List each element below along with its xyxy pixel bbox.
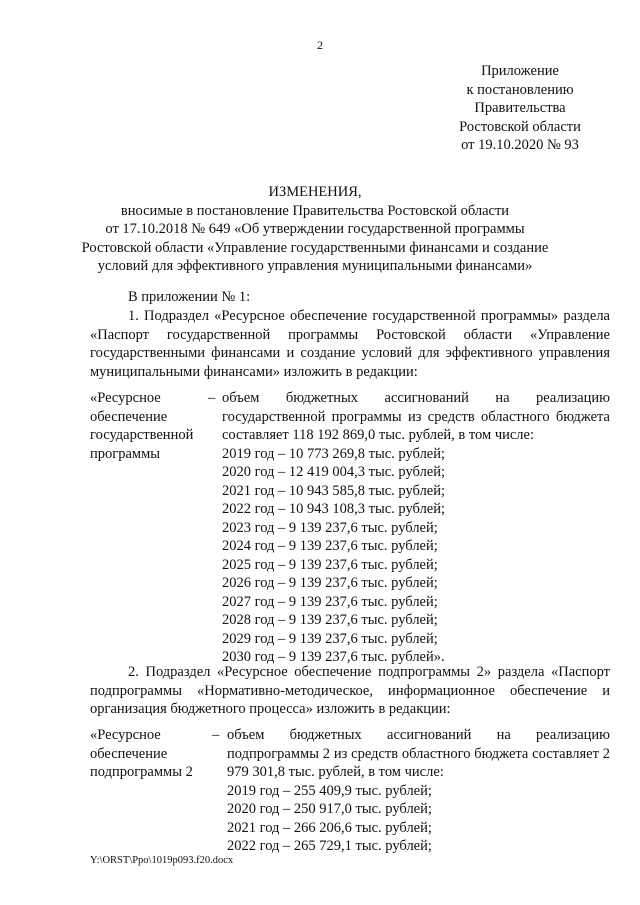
dash-separator: –	[212, 727, 220, 743]
year-amount: 2026 год – 9 139 237,6 тыс. рублей;	[222, 575, 438, 591]
year-amount: 2027 год – 9 139 237,6 тыс. рублей;	[222, 593, 438, 610]
resource-label-2	[90, 726, 210, 782]
resource-description: объем бюджетных ассигнований на реализацию подпрограммы 2 из средств областного бюджета составляет 2 979 301,8 тыс. рублей, в том числе:	[227, 727, 610, 780]
year-amount: 2024 год – 9 139 237,6 тыс. рублей;	[222, 538, 438, 554]
year-amount: 2021 год – 266 206,6 тыс. рублей;	[227, 819, 432, 836]
title-line: от 17.10.2018 № 649 «Об утверждении государственной программы	[105, 221, 525, 237]
appendix-line: Правительства	[474, 100, 566, 116]
year-amount: 2030 год – 9 139 237,6 тыс. рублей».	[222, 649, 445, 665]
year-amount: 2023 год – 9 139 237,6 тыс. рублей;	[222, 519, 438, 536]
label-line: обеспечение	[90, 745, 168, 762]
label-line: программы	[90, 445, 160, 462]
year-amount: 2020 год – 250 917,0 тыс. рублей;	[227, 801, 432, 817]
year-amount: 2021 год – 10 943 585,8 тыс. рублей;	[222, 482, 446, 499]
year-amount: 2020 год – 12 419 004,3 тыс. рублей;	[222, 464, 446, 480]
resource-table-2	[90, 726, 610, 854]
resource-table-1	[90, 389, 610, 665]
title-line: Ростовской области «Управление государственными финансами и создание	[81, 239, 549, 256]
year-amount: 2019 год – 255 409,9 тыс. рублей;	[227, 782, 432, 799]
title-heading: ИЗМЕНЕНИЯ,	[268, 184, 362, 200]
appendix-line: Приложение	[481, 63, 559, 79]
year-amount: 2022 год – 265 729,1 тыс. рублей;	[227, 838, 432, 854]
resource-label-1	[90, 389, 210, 463]
year-amount: 2019 год – 10 773 269,8 тыс. рублей;	[222, 445, 446, 462]
dash-separator: –	[208, 390, 216, 406]
appendix-block	[440, 62, 600, 155]
label-line: «Ресурсное	[90, 727, 161, 743]
document-title	[80, 183, 550, 276]
label-line: государственной	[90, 427, 194, 443]
title-line: вносимые в постановление Правительства Ростовской области	[120, 202, 510, 219]
appendix-line: Ростовской области	[459, 118, 581, 135]
item-2-paragraph: 2. Подраздел «Ресурсное обеспечение подпрограммы 2» раздела «Паспорт подпрограммы «Нормативно-методическое, информационное обеспечение и организация бюджетного процесса» изложить в редакции:	[90, 664, 610, 717]
resource-content-2	[227, 726, 610, 856]
page-number: 2	[317, 38, 323, 52]
resource-content-1	[222, 389, 610, 667]
appendix-line: к постановлению	[466, 81, 574, 98]
resource-description: объем бюджетных ассигнований на реализацию государственной программы из средств областного бюджета составляет 118 192 869,0 тыс. рублей, в том числе:	[222, 390, 610, 443]
intro-paragraph: В приложении № 1:	[128, 289, 251, 305]
label-line: «Ресурсное	[90, 390, 161, 406]
label-line: обеспечение	[90, 408, 168, 425]
title-line: условий для эффективного управления муниципальными финансами»	[97, 258, 533, 274]
year-amount: 2028 год – 9 139 237,6 тыс. рублей;	[222, 612, 438, 628]
file-path-footer: Y:\ORST\Ppo\1019p093.f20.docx	[90, 855, 234, 866]
year-amount: 2022 год – 10 943 108,3 тыс. рублей;	[222, 501, 446, 517]
item-1-paragraph: 1. Подраздел «Ресурсное обеспечение государственной программы» раздела «Паспорт государственной программы Ростовской области «Управление государственными финансами и создание условий для эффективного управления муниципальными финансами» изложить в редакции:	[90, 308, 610, 380]
appendix-line: от 19.10.2020 № 93	[461, 137, 579, 153]
year-amount: 2025 год – 9 139 237,6 тыс. рублей;	[222, 556, 438, 573]
year-amount: 2029 год – 9 139 237,6 тыс. рублей;	[222, 630, 438, 647]
label-line: подпрограммы 2	[90, 764, 193, 780]
